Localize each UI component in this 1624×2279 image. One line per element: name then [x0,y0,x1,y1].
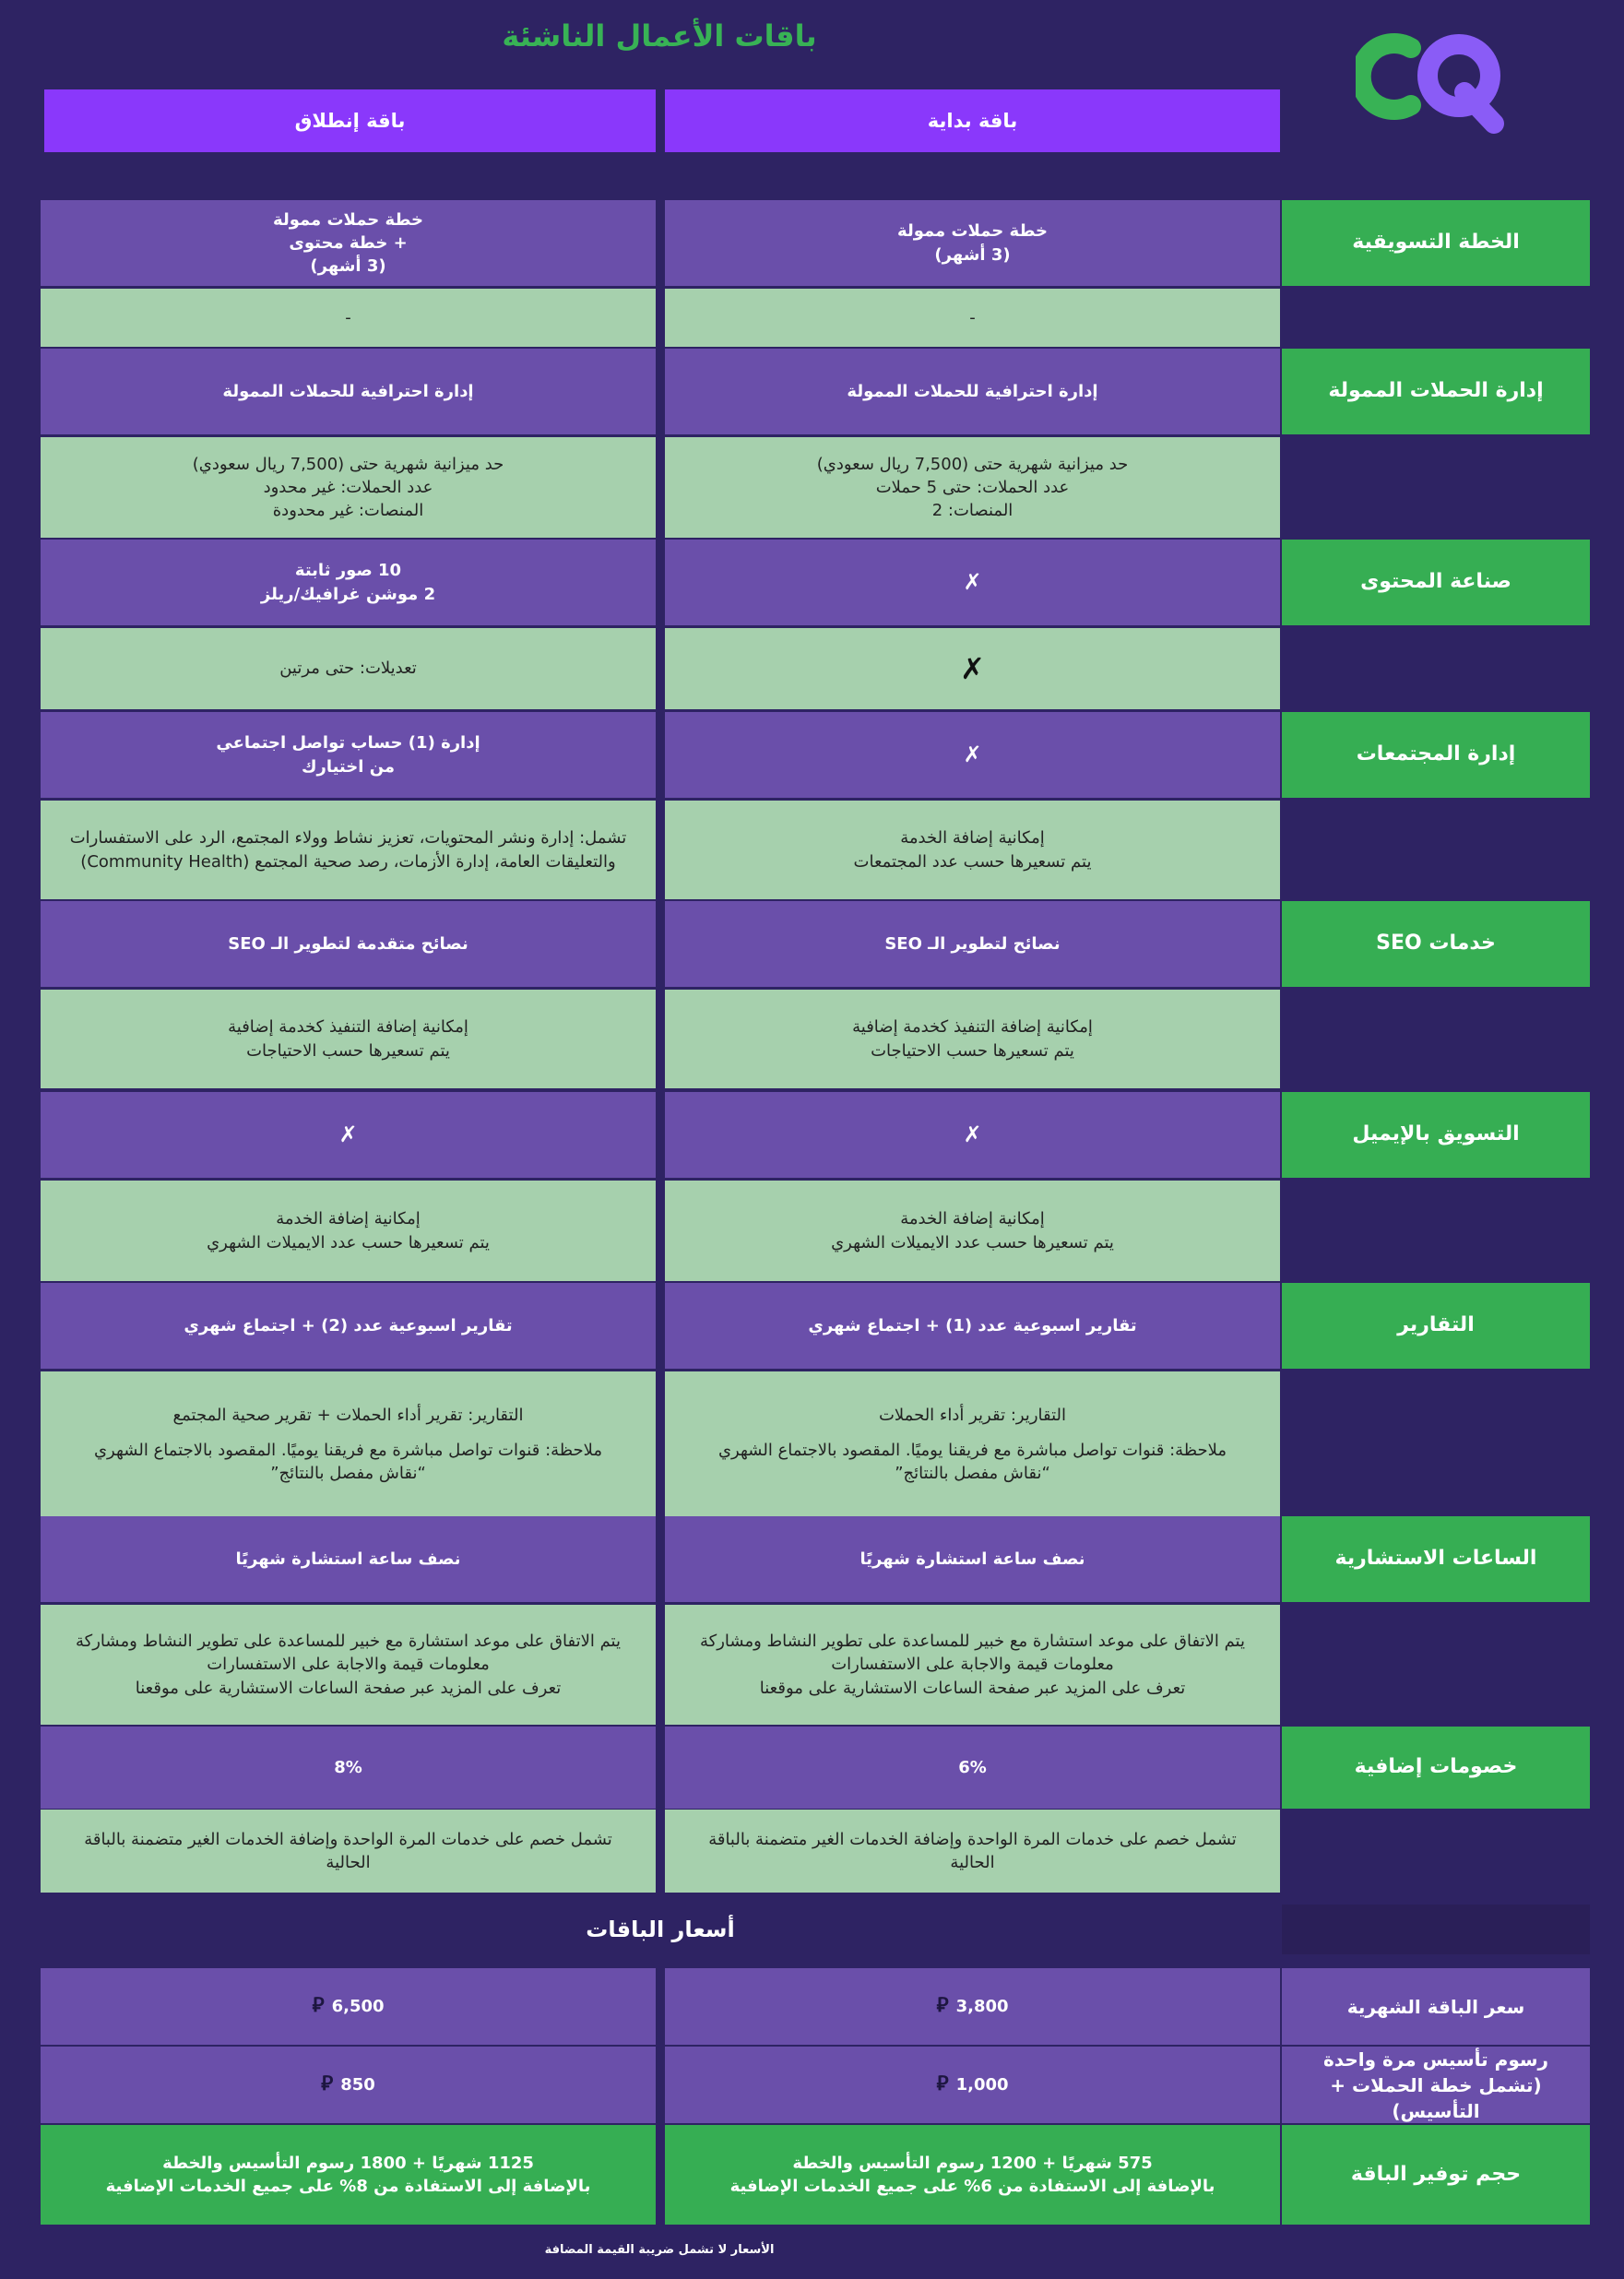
plan2-detail-cell [41,437,656,538]
cell-line: ✗ [960,650,985,686]
cell-line: إدارة احترافية للحملات الممولة [847,381,1098,401]
cell-line: يتم تسعيرها حسب عدد الايميلات الشهري [207,1232,490,1252]
riyal-currency-icon: ⃁ [936,1994,949,2018]
plan1-feature-cell [665,1092,1280,1178]
plan1-detail-cell [665,289,1280,347]
cell-line: تشمل: إدارة ونشر المحتويات، تعزيز نشاط وولاء المجتمع، الرد على الاستفسارات [69,828,627,849]
plan1-price-cell [665,2047,1280,2123]
cell-line: تعرف على المزيد عبر صفحة الساعات الاستشارية على موقعنا [135,1678,562,1698]
plan2-feature-cell [41,1092,656,1178]
plan1-feature-cell [665,540,1280,625]
cell-line: المنصات: 2 [931,501,1014,521]
plan2-price-cell [41,2047,656,2123]
cell-line: خطة حملات ممولة [273,209,423,230]
feature-detail-row [0,801,1624,899]
cell-line: إمكانية إضافة الخدمة [900,1209,1045,1229]
feature-label: إدارة المجتمعات [1282,712,1590,798]
cell-line: نصف ساعة استشارة شهريًا [859,1549,1085,1569]
cell-line: “نقاش مفصل بالنتائج” [895,1463,1050,1483]
cell-line: 8% [334,1757,362,1777]
cell-line: 10 صور ثابتة [294,561,402,581]
feature-detail-row [0,628,1624,709]
feature-row [0,901,1624,987]
feature-label: صناعة المحتوى [1282,540,1590,625]
feature-detail-row [0,289,1624,347]
cell-line: يتم الاتفاق على موعد استشارة مع خبير للمساعدة على تطوير النشاط ومشاركة [76,1632,621,1652]
plan2-feature-cell [41,712,656,798]
price-value: 850 [340,2074,375,2095]
plan1-detail-cell [665,801,1280,899]
cell-line: إدارة (1) حساب تواصل اجتماعي [216,733,480,754]
prices-section-spacer [1282,1905,1590,1954]
cell-line: يتم تسعيرها حسب الاحتياجات [246,1040,450,1061]
cell-line: عدد الحملات: حتى 5 حملات [875,477,1070,497]
cell-line: ملاحظة: قنوات تواصل مباشرة مع فريقنا يوميًا. المقصود بالاجتماع الشهري [717,1440,1227,1460]
feature-detail-row [0,1371,1624,1517]
cell-line: يتم الاتفاق على موعد استشارة مع خبير للمساعدة على تطوير النشاط ومشاركة [700,1632,1245,1652]
plan1-detail-cell [665,1810,1280,1893]
plan1-header: باقة بداية [665,89,1280,152]
feature-label: خدمات SEO [1282,901,1590,987]
plan2-detail-cell [41,990,656,1088]
cell-line: 2 موشن غرافيك/ريلز [260,584,436,604]
cell-line: تشمل خصم على خدمات المرة الواحدة وإضافة الخدمات الغير متضمنة بالباقة [708,1829,1237,1849]
cell-line: 575 شهريًا + 1200 رسوم التأسيس والخطة [792,2153,1153,2173]
feature-row [0,1283,1624,1369]
page-title: باقات الأعمال الناشئة [502,18,817,53]
cell-line: 6% [958,1757,987,1777]
feature-detail-row [0,1605,1624,1725]
cell-line: المنصات: غير محدودة [272,501,424,521]
plan1-detail-cell [665,628,1280,709]
cell-line: يتم تسعيرها حسب عدد المجتمعات [853,851,1092,872]
plan2-detail-cell [41,1605,656,1725]
price-value: 3,800 [955,1996,1009,2016]
cell-line: نصائح متقدمة لتطوير الـ SEO [228,933,468,954]
cell-line: تعديلات: حتى مرتين [279,659,417,679]
feature-row [0,540,1624,625]
cell-line: معلومات قيمة والاجابة على الاستفسارات [207,1655,490,1675]
plan1-feature-cell [665,1727,1280,1809]
plan1-feature-cell [665,1283,1280,1369]
savings-row [0,2125,1624,2225]
price-row [0,2047,1624,2123]
savings-label: حجم توفير الباقة [1282,2125,1590,2225]
cell-line: نصف ساعة استشارة شهريًا [235,1549,461,1569]
price-value: 1,000 [955,2074,1009,2095]
cell-line: معلومات قيمة والاجابة على الاستفسارات [831,1655,1114,1675]
cell-line: ✗ [963,741,982,767]
feature-label: الخطة التسويقية [1282,200,1590,286]
plan2-header: باقة إنطلاق [44,89,656,152]
price-label [1282,2047,1590,2123]
plan2-detail-cell [41,289,656,347]
feature-detail-row [0,990,1624,1088]
cell-line: 1125 شهريًا + 1800 رسوم التأسيس والخطة [162,2153,534,2173]
plan1-detail-cell [665,1181,1280,1281]
cell-line: إدارة احترافية للحملات الممولة [222,381,474,401]
cell-line: “نقاش مفصل بالنتائج” [270,1463,426,1483]
plan1-feature-cell [665,712,1280,798]
cell-line: من اختيارك [301,756,396,777]
feature-detail-row [0,1181,1624,1281]
feature-label: إدارة الحملات الممولة [1282,349,1590,434]
feature-row [0,1516,1624,1602]
cell-line: ملاحظة: قنوات تواصل مباشرة مع فريقنا يوميًا. المقصود بالاجتماع الشهري [93,1440,603,1460]
feature-label: التسويق بالإيميل [1282,1092,1590,1178]
feature-detail-row [0,1810,1624,1893]
cell-line: عدد الحملات: غير محدود [263,477,433,497]
cell-line: - [345,307,351,327]
cell-line: إمكانية إضافة التنفيذ كخدمة إضافية [852,1017,1093,1038]
plan1-detail-cell [665,1605,1280,1725]
cell-line: يتم تسعيرها حسب الاحتياجات [871,1040,1074,1061]
cell-line: بالإضافة إلى الاستفادة من 8% على جميع الخدمات الإضافية [105,2177,591,2196]
feature-label: خصومات إضافية [1282,1727,1590,1809]
plan1-feature-cell [665,1516,1280,1602]
cell-line: حد ميزانية شهرية حتى (7,500 ريال سعودي) [192,454,504,474]
riyal-currency-icon: ⃁ [936,2072,949,2096]
cell-line: تعرف على المزيد عبر صفحة الساعات الاستشارية على موقعنا [759,1678,1186,1698]
cell-line: ✗ [963,568,982,595]
plan2-feature-cell [41,901,656,987]
plan2-feature-cell [41,200,656,286]
cell-line: بالإضافة إلى الاستفادة من 6% على جميع الخدمات الإضافية [729,2177,1215,2196]
cell-line: (3 أشهر) [310,256,386,277]
price-value: 6,500 [331,1996,385,2016]
feature-row [0,1727,1624,1809]
plan1-feature-cell [665,349,1280,434]
plan2-detail-cell [41,1371,656,1517]
cell-line: إمكانية إضافة التنفيذ كخدمة إضافية [228,1017,468,1038]
cell-line: (3 أشهر) [934,244,1011,265]
cell-line: يتم تسعيرها حسب عدد الايميلات الشهري [831,1232,1114,1252]
cell-line: خطة حملات ممولة [897,221,1048,242]
cell-line: + خطة محتوى [289,232,408,253]
plan1-detail-cell [665,990,1280,1088]
feature-row [0,1092,1624,1178]
cell-line: تشمل خصم على خدمات المرة الواحدة وإضافة الخدمات الغير متضمنة بالباقة [84,1829,612,1849]
feature-row [0,200,1624,286]
plan2-feature-cell [41,1516,656,1602]
prices-section-title: أسعار الباقات [586,1917,735,1942]
plan1-feature-cell [665,901,1280,987]
cell-line: نصائح لتطوير الـ SEO [884,933,1061,954]
plan2-detail-cell [41,628,656,709]
cell-line: الحالية [326,1853,371,1872]
plan2-price-cell [41,1968,656,2045]
plan2-feature-cell [41,349,656,434]
plan2-feature-cell [41,1283,656,1369]
cell-line: رسوم تأسيس مرة واحدة [1322,2048,1549,2071]
plan1-detail-cell [665,1371,1280,1517]
cell-line: سعر الباقة الشهرية [1346,1995,1525,2018]
cq-logo [1356,28,1512,134]
plan2-detail-cell [41,1810,656,1893]
footnote: الأسعار لا تشمل ضريبة القيمة المضافة [544,2243,775,2257]
cell-line: تقارير اسبوعية عدد (2) + اجتماع شهري [184,1315,513,1335]
cell-line: الحالية [950,1853,995,1872]
plan1-savings-cell [665,2125,1280,2225]
cell-line: إمكانية إضافة الخدمة [276,1209,421,1229]
cell-line: (تشمل خطة الحملات + التأسيس) [1330,2073,1542,2122]
plan2-detail-cell [41,801,656,899]
riyal-currency-icon: ⃁ [321,2072,334,2096]
plan1-feature-cell [665,200,1280,286]
feature-detail-row [0,437,1624,538]
plan1-detail-cell [665,437,1280,538]
price-label [1282,1968,1590,2045]
cell-line: والتعليقات العامة، إدارة الأزمات، رصد صحية المجتمع (Community Health) [80,851,616,872]
feature-label: التقارير [1282,1283,1590,1369]
feature-label: الساعات الاستشارية [1282,1516,1590,1602]
price-row [0,1968,1624,2045]
riyal-currency-icon: ⃁ [312,1994,325,2018]
feature-row [0,349,1624,434]
plan1-price-cell [665,1968,1280,2045]
cell-line: تقارير اسبوعية عدد (1) + اجتماع شهري [808,1315,1137,1335]
plan2-feature-cell [41,540,656,625]
cell-line: التقارير: تقرير أداء الحملات + تقرير صحية المجتمع [172,1405,524,1425]
plan2-feature-cell [41,1727,656,1809]
cell-line: - [969,307,976,327]
cell-line: ✗ [963,1121,982,1147]
cell-line: التقارير: تقرير أداء الحملات [878,1405,1067,1425]
cell-line: إمكانية إضافة الخدمة [900,828,1045,849]
cell-line: حد ميزانية شهرية حتى (7,500 ريال سعودي) [816,454,1129,474]
plan2-detail-cell [41,1181,656,1281]
feature-row [0,712,1624,798]
plan2-savings-cell [41,2125,656,2225]
cell-line: ✗ [338,1121,358,1147]
